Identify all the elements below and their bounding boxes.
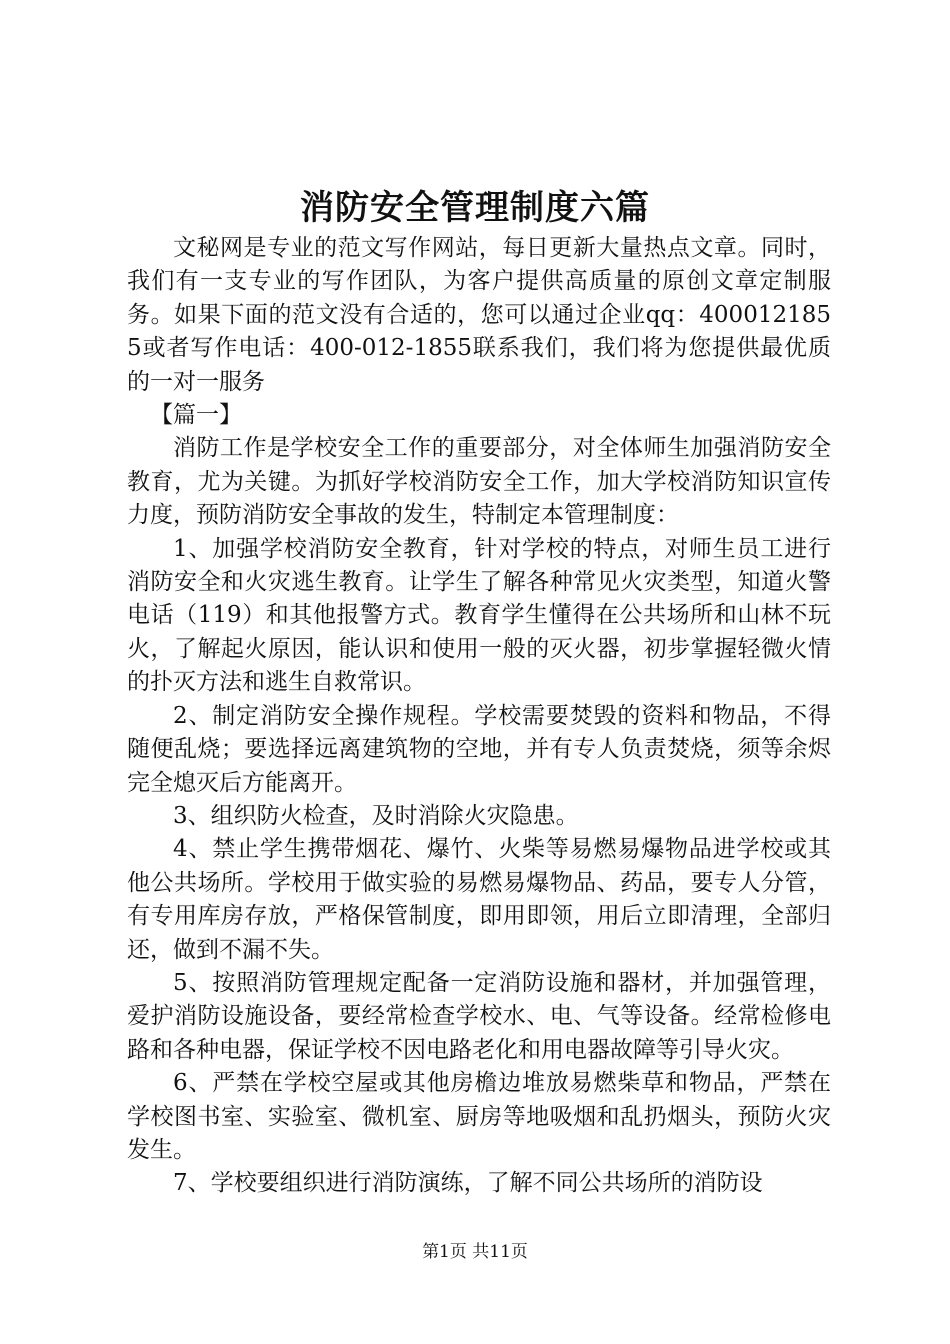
rule-item-2: 2、制定消防安全操作规程。学校需要焚毁的资料和物品，不得随便乱烧；要选择远离建筑物的空地，并有专人负责焚烧，须等余烬完全熄灭后方能离开。 bbox=[127, 702, 831, 796]
rule-item-6: 6、严禁在学校空屋或其他房檐边堆放易燃柴草和物品，严禁在学校图书室、实验室、微机室、厨房等地吸烟和乱扔烟头，预防火灾发生。 bbox=[127, 1070, 831, 1163]
body-paragraph: 消防工作是学校安全工作的重要部分，对全体师生加强消防安全教育，尤为关键。为抓好学校消防安全工作，加大学校消防知识宣传力度，预防消防安全事故的发生，特制定本管理制度： bbox=[127, 435, 831, 529]
rule-item-5: 5、按照消防管理规定配备一定消防设施和器材，并加强管理，爱护消防设施设备，要经常检查学校水、电、气等设备。经常检修电路和各种电器，保证学校不因电路老化和用电器故障等引导火灾。 bbox=[127, 969, 831, 1063]
document-body bbox=[127, 232, 831, 1201]
page-footer: 第1页 共11页 bbox=[422, 1242, 528, 1262]
rule-item-7: 7、学校要组织进行消防演练，了解不同公共场所的消防设 bbox=[173, 1170, 763, 1197]
intro-paragraph: 文秘网是专业的范文写作网站，每日更新大量热点文章。同时，我们有一支专业的写作团队，为客户提供高质量的原创文章定制服务。如果下面的范文没有合适的，您可以通过企业qq：4000121855或者写作电话：400-012-1855联系我们，我们将为您提供最优质的一对一服务 bbox=[127, 235, 831, 395]
section-heading: 【篇一】 bbox=[150, 402, 242, 429]
rule-item-3: 3、组织防火检查，及时消除火灾隐患。 bbox=[173, 802, 579, 829]
rule-item-4: 4、禁止学生携带烟花、爆竹、火柴等易燃易爆物品进学校或其他公共场所。学校用于做实验的易燃易爆物品、药品，要专人分管，有专用库房存放，严格保管制度，即用即领，用后立即清理，全部归还，做到不漏不失。 bbox=[127, 836, 831, 963]
rule-item-1: 1、加强学校消防安全教育，针对学校的特点，对师生员工进行消防安全和火灾逃生教育。让学生了解各种常见火灾类型，知道火警电话（119）和其他报警方式。教育学生懂得在公共场所和山林不玩火，了解起火原因，能认识和使用一般的灭火器，初步掌握轻微火情的扑灭方法和逃生自救常识。 bbox=[127, 535, 831, 696]
document-title: 消防安全管理制度六篇 bbox=[300, 188, 650, 228]
